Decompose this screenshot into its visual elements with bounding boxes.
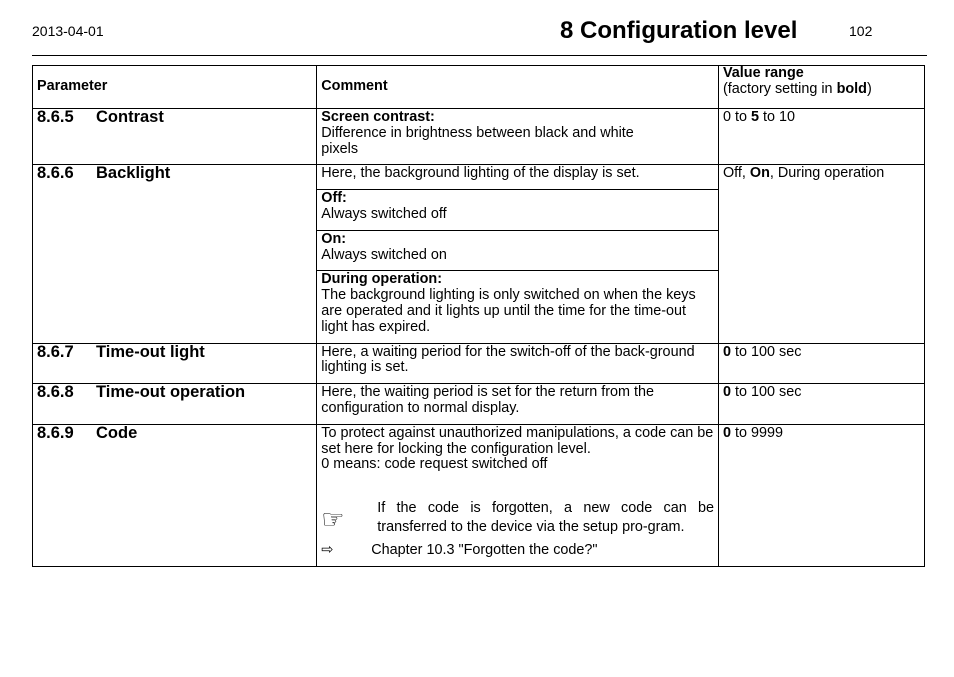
header-rule (32, 55, 927, 56)
param-code: 8.6.9 Code (33, 424, 317, 566)
param-timeout-light: 8.6.7 Time-out light (33, 343, 317, 384)
comment-timeout-light: Here, a waiting period for the switch-off of the back-ground lighting is set. (317, 343, 719, 384)
page-title: 8 Configuration level (560, 17, 798, 44)
range-code: 0 to 9999 (718, 424, 924, 566)
comment-backlight-intro: Here, the background lighting of the display is set. (317, 165, 719, 190)
arrow-right-icon: ⇨ (321, 541, 334, 558)
table-row-backlight (33, 165, 925, 190)
table-row-timeout-operation (33, 384, 925, 425)
code-note (321, 499, 714, 537)
comment-contrast: Screen contrast: Difference in brightness between black and white pixels (317, 109, 719, 165)
param-contrast: 8.6.5 Contrast (33, 109, 317, 165)
comment-backlight-off: Off: Always switched off (317, 190, 719, 231)
table-header-row (33, 66, 925, 109)
range-timeout-operation: 0 to 100 sec (718, 384, 924, 425)
header-value-range (718, 66, 924, 109)
comment-code: To protect against unauthorized manipulations, a code can be set here for locking the configuration level. 0 means: code request switched off ☞ If the code is forgotten, a new code can be transferred to the device via the setup pro-gram. ⇨ Chapter 10.3 "Forgotten the code?" (317, 424, 719, 566)
param-backlight: 8.6.6 Backlight (33, 165, 317, 343)
code-reference (321, 543, 714, 559)
header-date: 2013-04-01 (32, 23, 104, 39)
code-note-text: If the code is forgotten, a new code can be transferred to the device via the setup pro-gram. (377, 500, 714, 535)
range-backlight: Off, On, During operation (718, 165, 924, 343)
comment-backlight-during: During operation: The background lighting is only switched on when the keys are operated and it lights up until the time for the time-out light has expired. (317, 271, 719, 343)
range-timeout-light: 0 to 100 sec (718, 343, 924, 384)
page-number: 102 (849, 23, 873, 39)
configuration-table (32, 65, 925, 567)
table-row-timeout-light (33, 343, 925, 384)
code-reference-text: Chapter 10.3 "Forgotten the code?" (371, 541, 598, 558)
header-range-title: Value range (722, 65, 804, 81)
header-range-note: (factory setting in bold) (722, 80, 872, 97)
comment-timeout-operation: Here, the waiting period is set for the return from the configuration to normal display. (317, 384, 719, 425)
header-parameter: Parameter (33, 66, 317, 109)
range-contrast: 0 to 5 to 10 (718, 109, 924, 165)
table-row-code (33, 424, 925, 566)
table-row-contrast (33, 109, 925, 165)
param-timeout-operation: 8.6.8 Time-out operation (33, 384, 317, 425)
pointing-hand-icon: ☞ (321, 504, 345, 535)
header-comment: Comment (317, 66, 719, 109)
comment-backlight-on: On: Always switched on (317, 230, 719, 271)
